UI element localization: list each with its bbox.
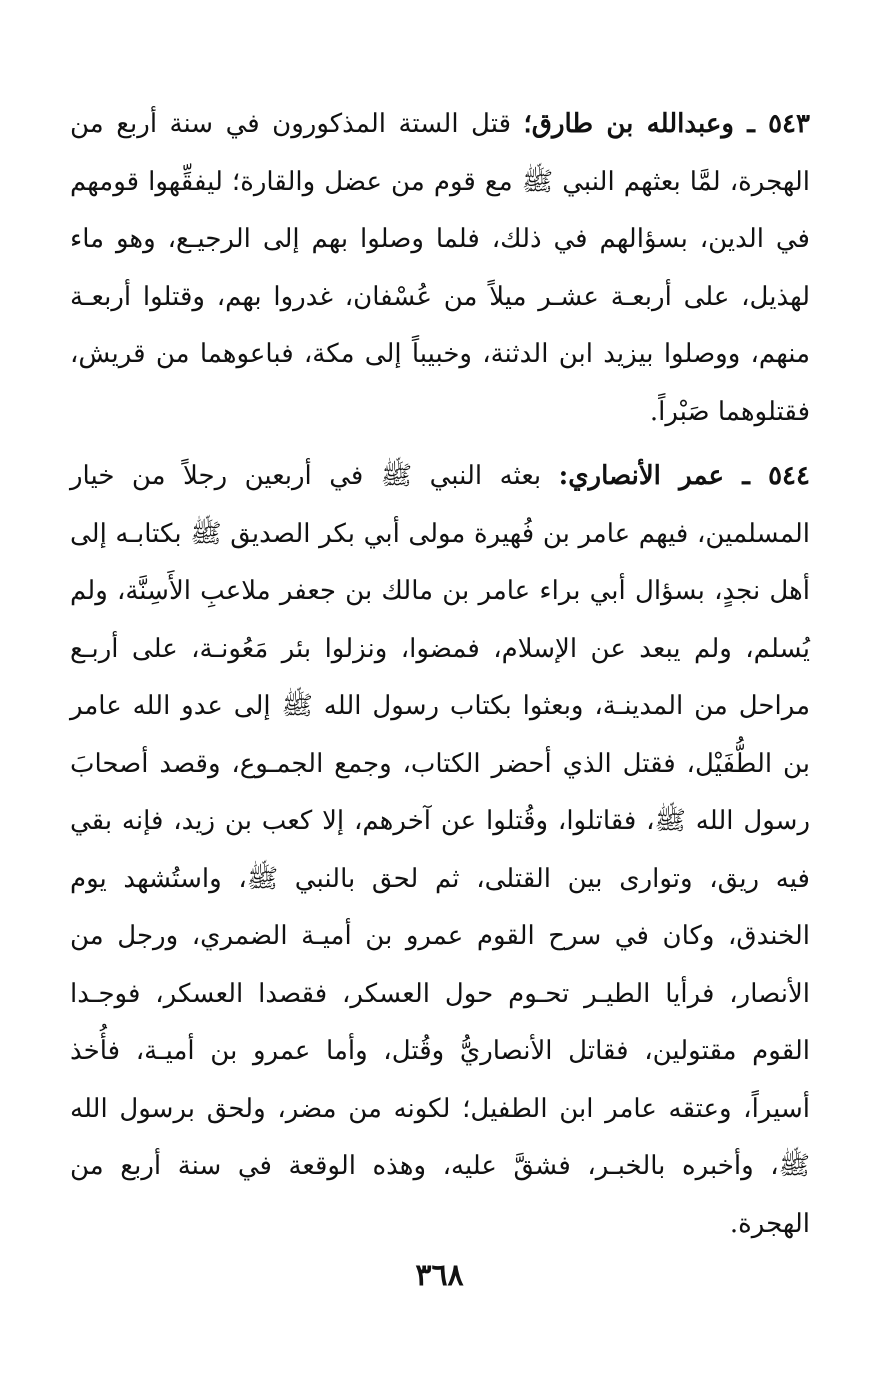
entry-name: عمر الأنصاري [568, 461, 724, 491]
entry-text: قتل الستة المذكورون في سنة أربع من الهجرة، لمَّا بعثهم النبي ﷺ مع قوم من عضل والقارة؛ ليفقِّهوا قومهم في الدين، بسؤالهم في ذلك، فلما وصلوا بهم إلى الرجيـع، وهو ماء لهذيل، على أربعـة عشـر ميلاً من عُسْفان، غدروا بهم، وقتلوا أربعـة منهم، ووصلوا بيزيد ابن الدثنة، وخبيباً إلى مكة، فباعوهما من قريش، فقتلوهما صَبْراً. [70, 109, 810, 427]
entry-dash: ـ [742, 461, 750, 491]
entry-separator: ؛ [523, 109, 532, 139]
entry-heading [559, 461, 810, 491]
entry-name: وعبدالله بن طارق [531, 109, 734, 139]
entry-number: ٥٤٤ [768, 461, 810, 491]
entry-dash: ـ [747, 109, 755, 139]
entry-separator: : [558, 461, 569, 491]
entry-544 [70, 448, 810, 1253]
entry-543 [70, 96, 810, 441]
entry-heading [524, 109, 810, 139]
page-body [70, 96, 810, 1260]
entry-number: ٥٤٣ [768, 109, 810, 139]
page-number: ٣٦٨ [415, 1258, 464, 1293]
entry-text: بعثه النبي ﷺ في أربعين رجلاً من خيار المسلمين، فيهم عامر بن فُهيرة مولى أبي بكر الصديق ﷺ بكتابـه إلى أهل نجدٍ، بسؤال أبي براء عامر بن مالك بن جعفر ملاعبِ الأَسِنَّة، ولم يُسلم، ولم يبعد عن الإسلام، فمضوا، ونزلوا بئر مَعُونـة، على أربـع مراحل من المدينـة، وبعثوا بكتاب رسول الله ﷺ إلى عدو الله عامر بن الطُّفَيْل، فقتل الذي أحضر الكتاب، وجمع الجمـوع، وقصد أصحابَ رسول الله ﷺ، فقاتلوا، وقُتلوا عن آخرهم، إلا كعب بن زيد، فإنه بقي فيه ريق، وتوارى بين القتلى، ثم لحق بالنبي ﷺ، واستُشهد يوم الخندق، وكان في سرح القوم عمرو بن أميـة الضمري، ورجل من الأنصار، فرأيا الطيـر تحـوم حول العسكر، فقصدا العسكر، فوجـدا القوم مقتولين، فقاتل الأنصاريُّ وقُتل، وأما عمرو بن أميـة، فأُخذ أسيراً، وعتقه عامر ابن الطفيل؛ لكونه من مضر، ولحق برسول الله ﷺ، وأخبره بالخبـر، فشقَّ عليه، وهذه الوقعة في سنة أربع من الهجرة. [70, 461, 811, 1239]
